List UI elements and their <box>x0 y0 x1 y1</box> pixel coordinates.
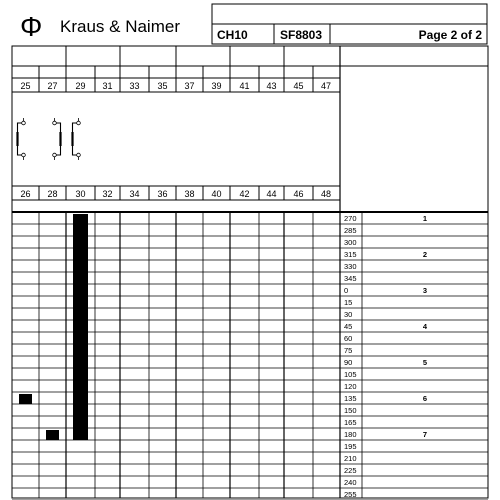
terminal-top: 35 <box>157 81 168 91</box>
terminal-bottom: 40 <box>211 189 222 199</box>
terminal-top: 29 <box>75 81 86 91</box>
angle-column <box>344 214 357 499</box>
terminal-bottom: 48 <box>320 189 332 199</box>
contact-symbol <box>53 118 61 160</box>
angle-label: 135 <box>344 394 357 403</box>
contact-symbol <box>73 118 81 160</box>
terminal-top: 25 <box>20 81 31 91</box>
angle-label: 255 <box>344 490 357 499</box>
terminal-top: 45 <box>293 81 304 91</box>
angle-label: 0 <box>344 286 349 295</box>
part-number: SF8803 <box>280 28 323 42</box>
terminal-bottom: 32 <box>102 189 113 199</box>
closed-contact-bar <box>46 430 59 440</box>
terminal-bottom: 30 <box>75 189 86 199</box>
contact-schematic <box>18 118 81 160</box>
terminal-bottom: 44 <box>266 189 277 199</box>
terminal-top: 37 <box>184 81 195 91</box>
angle-label: 315 <box>344 250 357 259</box>
angle-label: 285 <box>344 226 357 235</box>
angle-label: 225 <box>344 466 357 475</box>
terminal-bottom: 38 <box>184 189 195 199</box>
terminal-bottom: 28 <box>47 189 58 199</box>
page-indicator: Page 2 of 2 <box>418 28 482 42</box>
position-number: 4 <box>422 322 428 331</box>
position-number: 6 <box>422 394 428 403</box>
position-number: 2 <box>422 250 428 259</box>
angle-label: 300 <box>344 238 357 247</box>
terminal-top: 31 <box>102 81 113 91</box>
angle-label: 210 <box>344 454 357 463</box>
company-logo: Φ <box>20 11 43 42</box>
terminal-top: 27 <box>47 81 58 91</box>
angle-label: 270 <box>344 214 357 223</box>
series-label: CH10 <box>217 28 248 42</box>
angle-label: 105 <box>344 370 357 379</box>
terminal-bottom: 36 <box>157 189 168 199</box>
angle-label: 180 <box>344 430 357 439</box>
closed-contact-bar <box>19 394 32 404</box>
terminal-bottom: 46 <box>293 189 304 199</box>
position-number: 5 <box>422 358 428 367</box>
angle-label: 15 <box>344 298 353 307</box>
terminal-top: 39 <box>211 81 222 91</box>
closed-contact-bar <box>73 214 88 440</box>
angle-label: 165 <box>344 418 357 427</box>
terminal-top: 33 <box>129 81 140 91</box>
terminal-top: 41 <box>239 81 250 91</box>
title-block <box>20 4 487 44</box>
angle-label: 90 <box>344 358 353 367</box>
angle-label: 60 <box>344 334 353 343</box>
angle-label: 120 <box>344 382 357 391</box>
angle-label: 45 <box>344 322 353 331</box>
angle-label: 195 <box>344 442 357 451</box>
position-number: 7 <box>422 430 428 439</box>
terminal-bottom: 26 <box>20 189 31 199</box>
position-number: 3 <box>422 286 428 295</box>
position-number: 1 <box>422 214 428 223</box>
terminal-top: 43 <box>266 81 277 91</box>
angle-label: 75 <box>344 346 353 355</box>
angle-label: 240 <box>344 478 357 487</box>
terminal-top: 47 <box>320 81 332 91</box>
angle-label: 345 <box>344 274 357 283</box>
contact-symbol <box>18 118 26 160</box>
company-name: Kraus & Naimer <box>60 17 180 36</box>
angle-label: 330 <box>344 262 357 271</box>
angle-label: 30 <box>344 310 353 319</box>
terminal-bottom: 42 <box>239 189 250 199</box>
angle-label: 150 <box>344 406 357 415</box>
terminal-bottom: 34 <box>129 189 140 199</box>
